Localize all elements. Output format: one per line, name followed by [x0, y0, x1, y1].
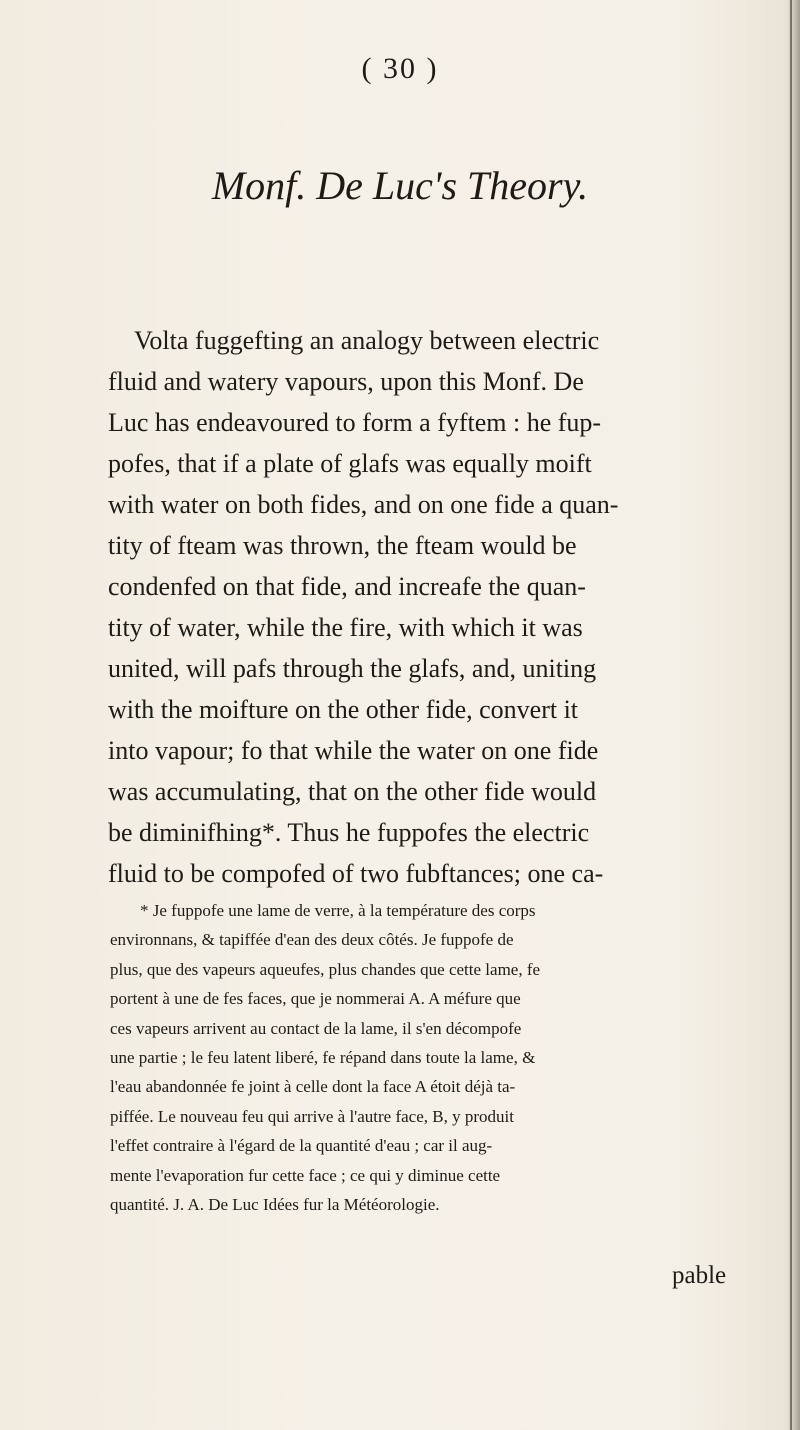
footnote-line: l'effet contraire à l'égard de la quantité d'eau ; car il aug-	[110, 1136, 493, 1156]
body-line: tity of fteam was thrown, the fteam would be	[108, 531, 577, 560]
body-line: with the moifture on the other fide, convert it	[108, 695, 579, 724]
body-line: Luc has endeavoured to form a fyftem : he fup-	[108, 408, 602, 437]
body-line: pofes, that if a plate of glafs was equally moift	[108, 449, 592, 478]
footnote-line: quantité. J. A. De Luc Idées fur la Météorologie.	[110, 1195, 440, 1215]
body-text	[108, 320, 784, 894]
body-line: fluid to be compofed of two fubftances; one ca-	[108, 859, 604, 888]
footnote-line: une partie ; le feu latent liberé, fe répand dans toute la lame, &	[110, 1048, 536, 1068]
body-line: into vapour; fo that while the water on one fide	[108, 736, 599, 765]
body-line: condenfed on that fide, and increafe the quan-	[108, 572, 586, 601]
page-heading: Monf. De Luc's Theory.	[211, 163, 589, 208]
catchword: pable	[672, 1262, 727, 1289]
body-line: was accumulating, that on the other fide would	[108, 777, 597, 806]
footnote-line: mente l'evaporation fur cette face ; ce qui y diminue cette	[110, 1165, 501, 1185]
footnote-line: * Je fuppofe une lame de verre, à la température des corps	[140, 901, 536, 920]
page-number: ( 30 )	[361, 52, 439, 85]
footnote-line: portent à une de fes faces, que je nommerai A. A méfure que	[110, 989, 521, 1009]
footnote-line: piffée. Le nouveau feu qui arrive à l'autre face, B, y produit	[110, 1106, 514, 1126]
footnote	[110, 896, 800, 1219]
footnote-line: plus, que des vapeurs aqueufes, plus chandes que cette lame, fe	[110, 959, 541, 979]
body-line: united, will pafs through the glafs, and, uniting	[108, 654, 597, 683]
footnote-line: environnans, & tapiffée d'ean des deux côtés. Je fuppofe de	[110, 930, 514, 950]
body-line: fluid and watery vapours, upon this Monf. De	[108, 367, 584, 396]
body-line: with water on both fides, and on one fide a quan-	[108, 490, 619, 519]
body-line: tity of water, while the fire, with which it was	[108, 613, 583, 642]
footnote-line: ces vapeurs arrivent au contact de la lame, il s'en décompofe	[110, 1018, 522, 1038]
footnote-line: l'eau abandonnée fe joint à celle dont la face A étoit déjà ta-	[110, 1077, 516, 1097]
body-line: Volta fuggefting an analogy between electric	[134, 326, 600, 355]
body-line: be diminifhing*. Thus he fuppofes the electric	[108, 818, 590, 847]
